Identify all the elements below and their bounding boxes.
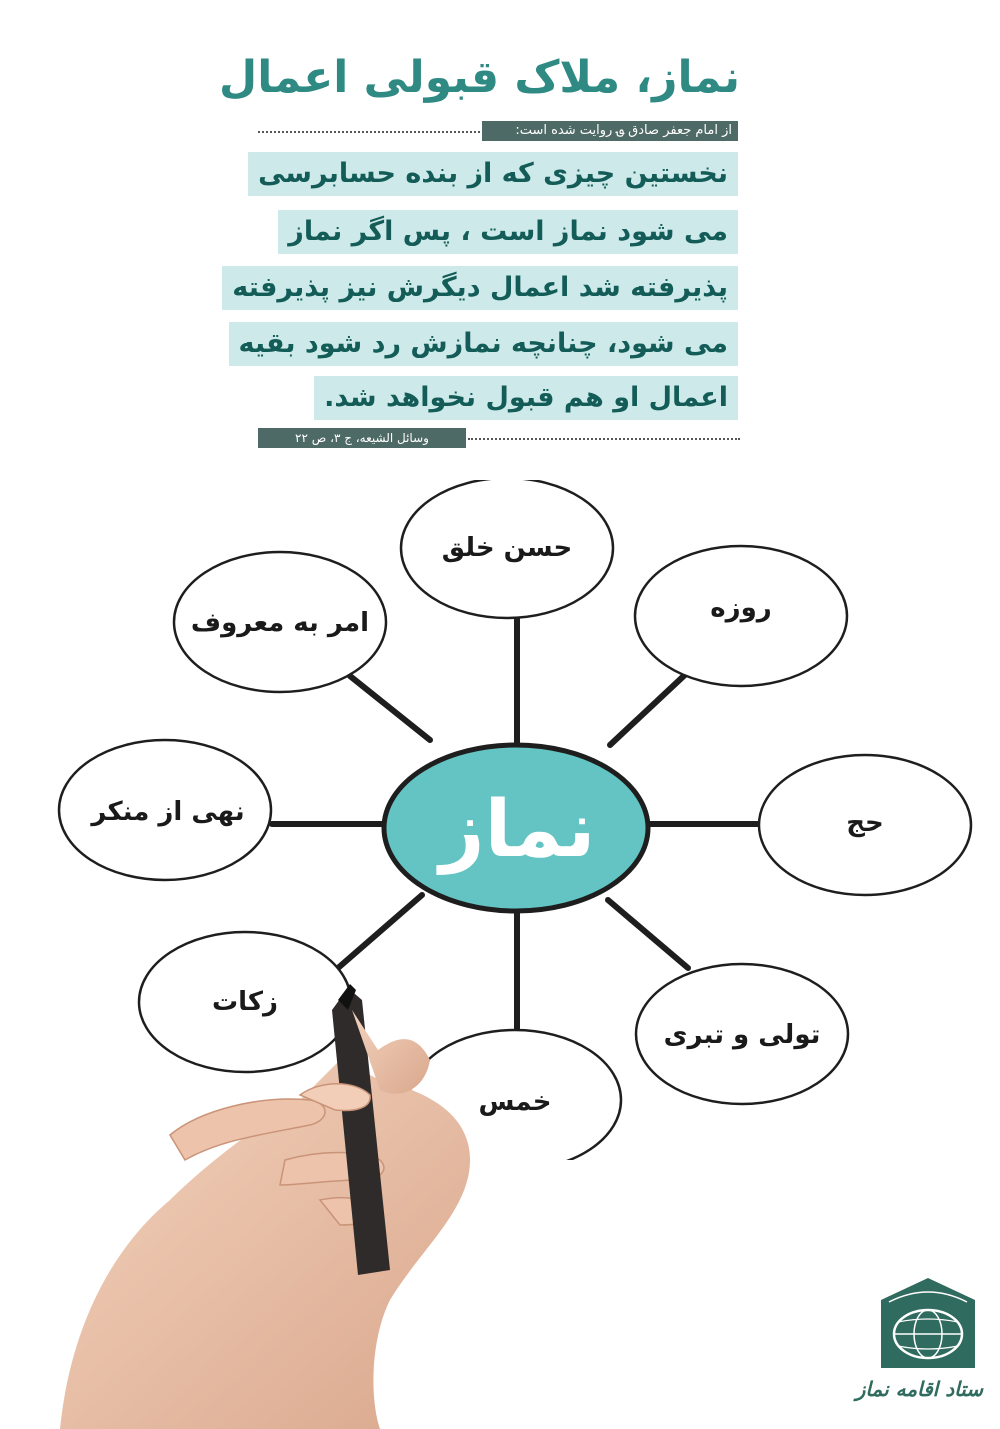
hadith-line-4: می شود، چنانچه نمازش رد شود بقیه bbox=[229, 322, 739, 366]
hand-with-marker-image bbox=[0, 970, 500, 1429]
center-label: نماز bbox=[439, 785, 596, 875]
narrator-badge: از امام جعفر صادق ؈ روایت شده است: bbox=[482, 121, 738, 141]
divider-top bbox=[258, 131, 480, 133]
node-label-hajj: حج bbox=[846, 808, 884, 838]
spoke-ruzeh bbox=[610, 672, 688, 745]
hadith-line-1: نخستین چیزی که از بنده حسابرسی bbox=[248, 152, 738, 196]
node-label-ruzeh: روزه bbox=[710, 593, 772, 623]
node-label-nahy: نهی از منکر bbox=[91, 797, 245, 827]
divider-bottom bbox=[468, 438, 740, 440]
hadith-line-3: پذیرفته شد اعمال دیگرش نیز پذیرفته bbox=[222, 266, 738, 310]
page-title: نماز، ملاک قبولی اعمال bbox=[219, 52, 740, 103]
logo-name: ستاد اقامه نماز bbox=[855, 1377, 983, 1401]
node-label-husn-khulq: حسن خلق bbox=[441, 533, 573, 563]
node-label-zakat: زکات bbox=[212, 987, 278, 1017]
node-label-khums: خمس bbox=[478, 1087, 552, 1117]
node-label-tavalli: تولی و تبری bbox=[663, 1020, 821, 1050]
source-badge: وسائل الشیعه، ج ۳، ص ۲۲ bbox=[258, 428, 466, 448]
hadith-line-2: می شود نماز است ، پس اگر نماز bbox=[278, 210, 738, 254]
spoke-tavalli bbox=[608, 900, 688, 968]
hadith-line-5: اعمال او هم قبول نخواهد شد. bbox=[314, 376, 738, 420]
spoke-amr bbox=[350, 676, 430, 740]
node-label-amr: امر به معروف bbox=[190, 608, 370, 638]
spoke-zakat bbox=[338, 895, 422, 968]
